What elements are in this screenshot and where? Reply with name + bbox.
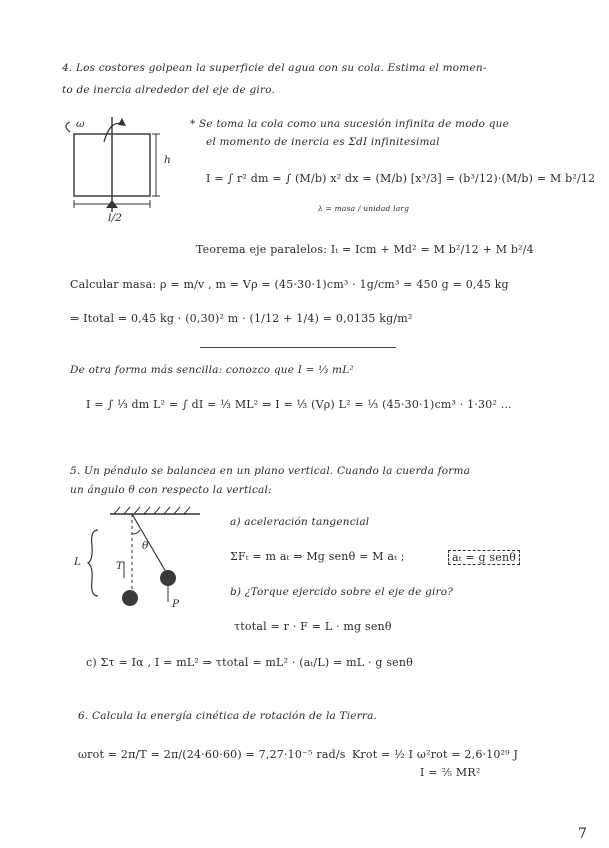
- fig-T-label: T: [116, 560, 124, 572]
- separator-line: [200, 347, 396, 348]
- fig-width-label: l/2: [108, 212, 123, 224]
- part-c-equation: c) Στ = Iα , I = mL² ⇒ τtotal = mL² · (aₜ/L) = mL · g senθ: [86, 656, 413, 669]
- parallel-axis-theorem: Teorema eje paralelos: Iₜ = Icm + Md² = M b²/12 + M b²/4: [196, 243, 534, 256]
- problem-4-note-line1: * Se toma la cola como una sucesión infinita de modo que: [190, 118, 510, 130]
- mass-calculation: Calcular masa: ρ = m/v , m = Vρ = (45·30·1)cm³ · 1g/cm³ = 450 g = 0,45 kg: [70, 278, 509, 291]
- kinetic-energy-equation: Krot = ½ I ω²rot = 2,6·10²⁹ J: [352, 748, 519, 761]
- fig-omega-label: ω: [76, 118, 85, 130]
- earth-inertia-equation: I = ⅖ MR²: [420, 766, 481, 779]
- alternative-method-line1: De otra forma más sencilla: conozco que I = ⅓ mL²: [70, 364, 354, 376]
- itotal-result: ⇒ Itotal = 0,45 kg · (0,30)² m · (1/12 + 1/4) = 0,0135 kg/m²: [70, 312, 413, 325]
- page-number: 7: [578, 826, 588, 842]
- part-b-label: b) ¿Torque ejercido sobre el eje de giro?: [230, 586, 454, 598]
- fig-P-label: P: [172, 598, 180, 610]
- fig-L-label: L: [74, 556, 82, 568]
- problem-5-statement-line2: un ángulo θ con respecto la vertical:: [70, 484, 272, 496]
- part-a-result: aₜ = g senθ: [448, 550, 520, 565]
- problem-4-note-line2: el momento de inercia es ΣdI infinitesimal: [206, 136, 440, 148]
- angular-velocity-equation: ωrot = 2π/T = 2π/(24·60·60) = 7,27·10⁻⁵ rad/s: [78, 748, 346, 761]
- problem-4-statement-line1: 4. Los costores golpean la superficie del agua con su cola. Estima el momen-: [62, 62, 487, 74]
- problem-6-statement: 6. Calcula la energía cinética de rotación de la Tierra.: [78, 710, 378, 722]
- fig-theta-label: θ: [142, 540, 149, 552]
- length-brace: [88, 528, 100, 598]
- part-b-equation: τtotal = r · F = L · mg senθ: [234, 620, 392, 633]
- part-a-equation: ΣFₜ = m aₜ ⇒ Mg senθ = M aₜ ;: [230, 550, 405, 563]
- problem-5-statement-line1: 5. Un péndulo se balancea en un plano vertical. Cuando la cuerda forma: [70, 465, 471, 477]
- problem-4-statement-line2: to de inercia alrededor del eje de giro.: [62, 84, 276, 96]
- integral-equation: I = ∫ r² dm = ∫ (M/b) x² dx = (M/b) [x³/3] = (b³/12)·(M/b) = M b²/12: [206, 172, 596, 185]
- fig-h-label: h: [164, 154, 171, 166]
- alternative-method-line2: I = ∫ ⅓ dm L² = ∫ dI = ⅓ ML² ⇒ I = ⅓ (Vρ) L² = ⅓ (45·30·1)cm³ · 1·30² ...: [86, 398, 512, 411]
- lambda-note: λ = masa / unidad larg: [318, 204, 410, 213]
- part-a-label: a) aceleración tangencial: [230, 516, 370, 528]
